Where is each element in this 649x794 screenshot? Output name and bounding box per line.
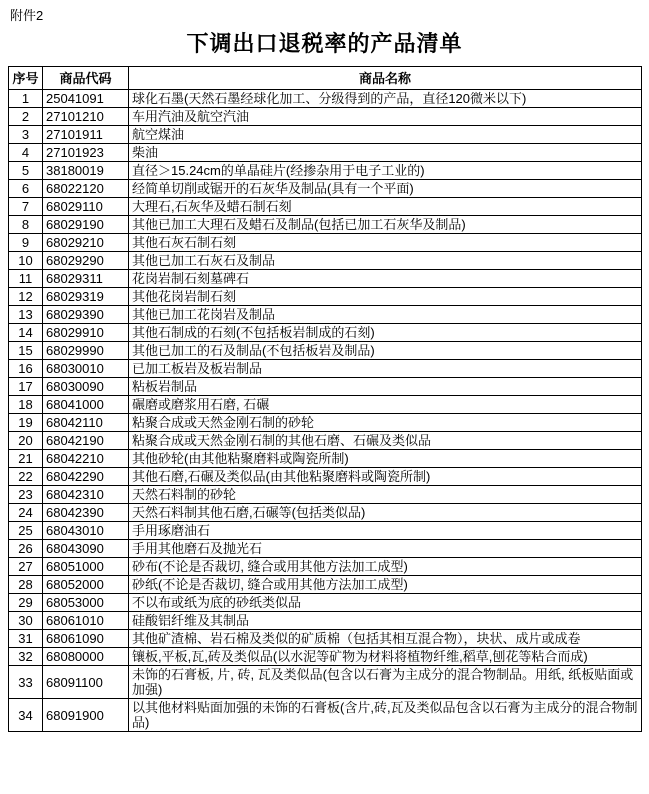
cell-product-name: 手用其他磨石及抛光石 bbox=[129, 540, 642, 558]
cell-product-code: 68022120 bbox=[43, 180, 129, 198]
cell-product-name: 天然石料制其他石磨,石碾等(包括类似品) bbox=[129, 504, 642, 522]
cell-seq: 23 bbox=[9, 486, 43, 504]
table-row bbox=[9, 198, 642, 216]
cell-seq: 2 bbox=[9, 108, 43, 126]
cell-product-name: 经简单切削或锯开的石灰华及制品(具有一个平面) bbox=[129, 180, 642, 198]
cell-seq: 29 bbox=[9, 594, 43, 612]
table-row bbox=[9, 468, 642, 486]
cell-product-name: 车用汽油及航空汽油 bbox=[129, 108, 642, 126]
cell-product-code: 38180019 bbox=[43, 162, 129, 180]
cell-seq: 21 bbox=[9, 450, 43, 468]
cell-seq: 7 bbox=[9, 198, 43, 216]
cell-product-code: 68030010 bbox=[43, 360, 129, 378]
table-row bbox=[9, 540, 642, 558]
table-row bbox=[9, 576, 642, 594]
cell-product-name: 花岗岩制石刻墓碑石 bbox=[129, 270, 642, 288]
table-row bbox=[9, 216, 642, 234]
cell-product-code: 68029311 bbox=[43, 270, 129, 288]
cell-product-name: 镶板,平板,瓦,砖及类似品(以水泥等矿物为材料将植物纤维,稻草,刨花等粘合而成) bbox=[129, 648, 642, 666]
cell-seq: 31 bbox=[9, 630, 43, 648]
cell-product-name: 不以布或纸为底的砂纸类似品 bbox=[129, 594, 642, 612]
table-row bbox=[9, 342, 642, 360]
table-row bbox=[9, 144, 642, 162]
cell-product-name: 直径＞15.24cm的单晶硅片(经掺杂用于电子工业的) bbox=[129, 162, 642, 180]
cell-product-name: 其他已加工石灰石及制品 bbox=[129, 252, 642, 270]
cell-product-name: 柴油 bbox=[129, 144, 642, 162]
cell-seq: 19 bbox=[9, 414, 43, 432]
cell-seq: 27 bbox=[9, 558, 43, 576]
table-row bbox=[9, 504, 642, 522]
table-row bbox=[9, 612, 642, 630]
cell-product-name: 以其他材料贴面加强的未饰的石膏板(含片,砖,瓦及类似品包含以石膏为主成分的混合物制品) bbox=[129, 699, 642, 732]
cell-product-name: 其他石灰石制石刻 bbox=[129, 234, 642, 252]
cell-product-name: 其他已加工花岗岩及制品 bbox=[129, 306, 642, 324]
cell-product-code: 68029990 bbox=[43, 342, 129, 360]
cell-seq: 18 bbox=[9, 396, 43, 414]
cell-product-code: 68030090 bbox=[43, 378, 129, 396]
table-row bbox=[9, 450, 642, 468]
table-row bbox=[9, 324, 642, 342]
cell-product-code: 68091900 bbox=[43, 699, 129, 732]
page-title: 下调出口退税率的产品清单 bbox=[186, 31, 463, 56]
cell-product-name: 粘聚合成或天然金刚石制的其他石磨、石碾及类似品 bbox=[129, 432, 642, 450]
table-row bbox=[9, 594, 642, 612]
cell-product-name: 天然石料制的砂轮 bbox=[129, 486, 642, 504]
cell-product-name: 手用琢磨油石 bbox=[129, 522, 642, 540]
cell-product-code: 68029910 bbox=[43, 324, 129, 342]
cell-product-code: 25041091 bbox=[43, 90, 129, 108]
cell-seq: 4 bbox=[9, 144, 43, 162]
table-row bbox=[9, 648, 642, 666]
cell-product-code: 27101210 bbox=[43, 108, 129, 126]
cell-product-code: 68080000 bbox=[43, 648, 129, 666]
cell-product-name: 航空煤油 bbox=[129, 126, 642, 144]
cell-product-code: 68029390 bbox=[43, 306, 129, 324]
cell-product-code: 27101923 bbox=[43, 144, 129, 162]
table-header-row bbox=[9, 67, 642, 90]
cell-seq: 5 bbox=[9, 162, 43, 180]
cell-seq: 26 bbox=[9, 540, 43, 558]
cell-product-code: 68061010 bbox=[43, 612, 129, 630]
table-row bbox=[9, 396, 642, 414]
cell-seq: 30 bbox=[9, 612, 43, 630]
cell-product-name: 大理石,石灰华及蜡石制石刻 bbox=[129, 198, 642, 216]
cell-seq: 12 bbox=[9, 288, 43, 306]
table-row bbox=[9, 432, 642, 450]
column-header-seq: 序号 bbox=[9, 67, 43, 90]
table-row bbox=[9, 558, 642, 576]
cell-seq: 24 bbox=[9, 504, 43, 522]
table-row bbox=[9, 666, 642, 699]
product-list-table bbox=[8, 66, 642, 732]
cell-seq: 17 bbox=[9, 378, 43, 396]
cell-product-code: 68029290 bbox=[43, 252, 129, 270]
table-row bbox=[9, 414, 642, 432]
cell-seq: 14 bbox=[9, 324, 43, 342]
cell-product-name: 砂纸(不论是否裁切, 缝合或用其他方法加工成型) bbox=[129, 576, 642, 594]
cell-product-name: 已加工板岩及板岩制品 bbox=[129, 360, 642, 378]
cell-product-code: 68053000 bbox=[43, 594, 129, 612]
cell-product-code: 68042290 bbox=[43, 468, 129, 486]
cell-seq: 33 bbox=[9, 666, 43, 699]
cell-product-code: 68042210 bbox=[43, 450, 129, 468]
cell-seq: 25 bbox=[9, 522, 43, 540]
cell-product-name: 其他矿渣棉、岩石棉及类似的矿质棉（包括其相互混合物），块状、成片或成卷 bbox=[129, 630, 642, 648]
cell-seq: 15 bbox=[9, 342, 43, 360]
cell-seq: 8 bbox=[9, 216, 43, 234]
cell-seq: 3 bbox=[9, 126, 43, 144]
cell-product-code: 68043010 bbox=[43, 522, 129, 540]
cell-product-name: 其他已加工的石及制品(不包括板岩及制品) bbox=[129, 342, 642, 360]
cell-seq: 34 bbox=[9, 699, 43, 732]
table-row bbox=[9, 699, 642, 732]
cell-seq: 9 bbox=[9, 234, 43, 252]
cell-seq: 11 bbox=[9, 270, 43, 288]
table-row bbox=[9, 108, 642, 126]
table-row bbox=[9, 378, 642, 396]
table-row bbox=[9, 252, 642, 270]
cell-product-code: 68043090 bbox=[43, 540, 129, 558]
table-row bbox=[9, 486, 642, 504]
column-header-name: 商品名称 bbox=[129, 67, 642, 90]
cell-product-code: 68042190 bbox=[43, 432, 129, 450]
cell-product-name: 球化石墨(天然石墨经球化加工、分级得到的产品，直径120微米以下) bbox=[129, 90, 642, 108]
table-row bbox=[9, 270, 642, 288]
table-row bbox=[9, 162, 642, 180]
cell-product-name: 未饰的石膏板, 片, 砖, 瓦及类似品(包含以石膏为主成分的混合物制品。用纸, 纸板贴面或加强) bbox=[129, 666, 642, 699]
cell-product-name: 其他石磨,石碾及类似品(由其他粘聚磨料或陶瓷所制) bbox=[129, 468, 642, 486]
cell-product-name: 其他石制成的石刻(不包括板岩制成的石刻) bbox=[129, 324, 642, 342]
cell-product-code: 68029190 bbox=[43, 216, 129, 234]
cell-product-code: 68042390 bbox=[43, 504, 129, 522]
cell-product-code: 68029210 bbox=[43, 234, 129, 252]
cell-seq: 22 bbox=[9, 468, 43, 486]
table-row bbox=[9, 630, 642, 648]
cell-product-code: 68091100 bbox=[43, 666, 129, 699]
cell-product-name: 粘聚合成或天然金刚石制的砂轮 bbox=[129, 414, 642, 432]
cell-seq: 16 bbox=[9, 360, 43, 378]
cell-seq: 20 bbox=[9, 432, 43, 450]
table-row bbox=[9, 90, 642, 108]
cell-product-name: 其他砂轮(由其他粘聚磨料或陶瓷所制) bbox=[129, 450, 642, 468]
cell-seq: 13 bbox=[9, 306, 43, 324]
table-row bbox=[9, 126, 642, 144]
cell-seq: 28 bbox=[9, 576, 43, 594]
table-row bbox=[9, 180, 642, 198]
column-header-code: 商品代码 bbox=[43, 67, 129, 90]
cell-product-name: 粘板岩制品 bbox=[129, 378, 642, 396]
cell-product-code: 68041000 bbox=[43, 396, 129, 414]
cell-product-code: 68061090 bbox=[43, 630, 129, 648]
cell-seq: 1 bbox=[9, 90, 43, 108]
cell-product-code: 68051000 bbox=[43, 558, 129, 576]
cell-product-code: 68042110 bbox=[43, 414, 129, 432]
cell-product-name: 其他花岗岩制石刻 bbox=[129, 288, 642, 306]
table-row bbox=[9, 522, 642, 540]
table-row bbox=[9, 288, 642, 306]
table-row bbox=[9, 306, 642, 324]
cell-product-code: 68029319 bbox=[43, 288, 129, 306]
cell-product-name: 其他已加工大理石及蜡石及制品(包括已加工石灰华及制品) bbox=[129, 216, 642, 234]
table-row bbox=[9, 234, 642, 252]
table-row bbox=[9, 360, 642, 378]
cell-product-name: 砂布(不论是否裁切, 缝合或用其他方法加工成型) bbox=[129, 558, 642, 576]
cell-seq: 6 bbox=[9, 180, 43, 198]
cell-seq: 32 bbox=[9, 648, 43, 666]
cell-product-code: 68052000 bbox=[43, 576, 129, 594]
cell-product-code: 68029110 bbox=[43, 198, 129, 216]
cell-product-name: 硅酸铝纤维及其制品 bbox=[129, 612, 642, 630]
cell-product-code: 68042310 bbox=[43, 486, 129, 504]
cell-seq: 10 bbox=[9, 252, 43, 270]
cell-product-name: 碾磨或磨浆用石磨, 石碾 bbox=[129, 396, 642, 414]
cell-product-code: 27101911 bbox=[43, 126, 129, 144]
attachment-label: 附件2 bbox=[10, 8, 44, 23]
